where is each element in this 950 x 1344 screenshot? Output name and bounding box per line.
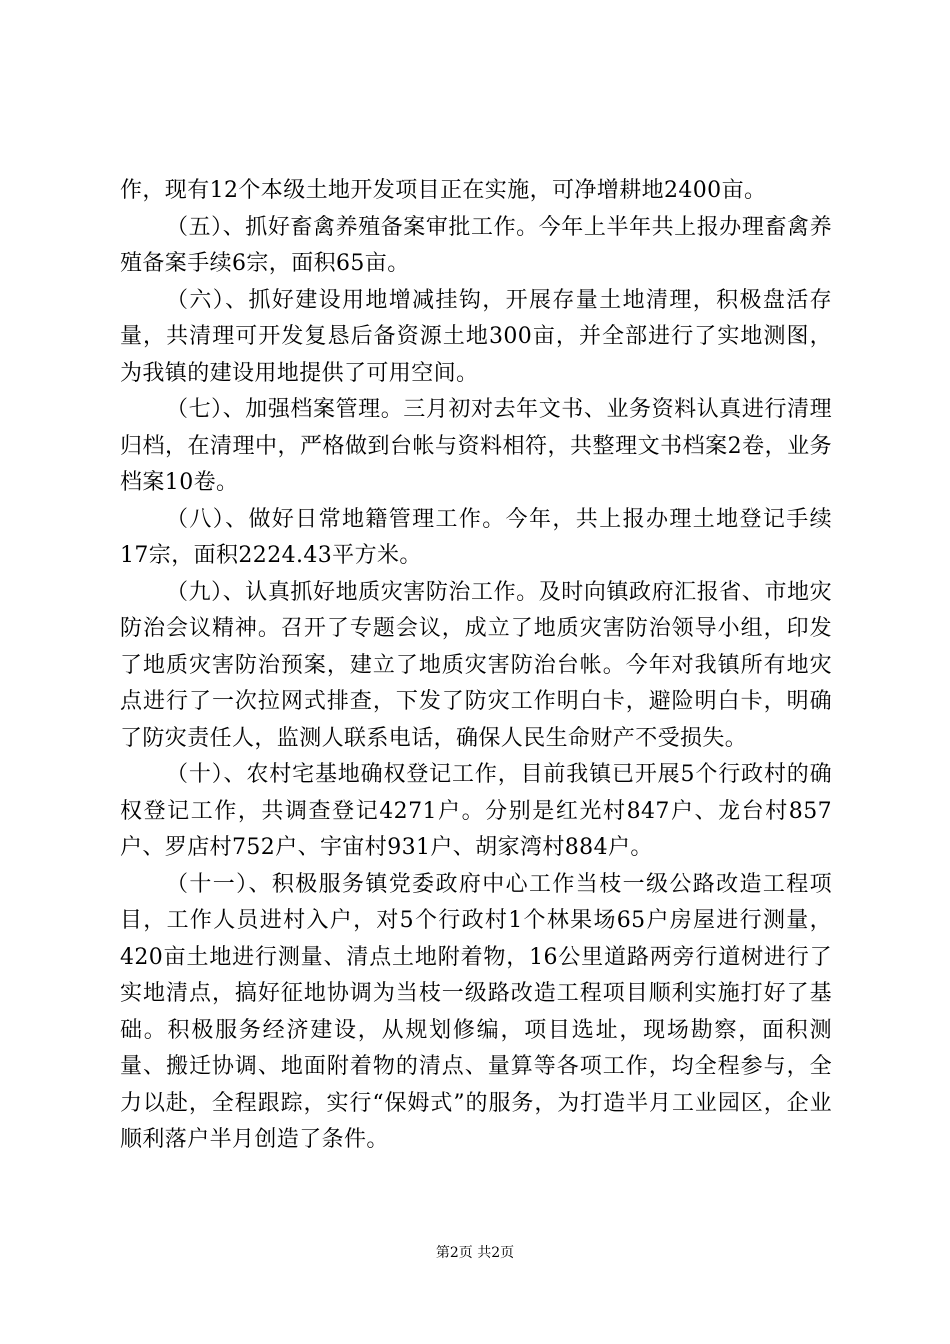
paragraph-section-9: （九）、认真抓好地质灾害防治工作。及时向镇政府汇报省、市地灾防治会议精神。召开了专题会议，成立了地质灾害防治领导小组，印发了地质灾害防治预案，建立了地质灾害防治台帐。今年对我镇所有地灾点进行了一次拉网式排查，下发了防灾工作明白卡，避险明白卡，明确了防灾责任人，监测人联系电话，确保人民生命财产不受损失。 (120, 579, 832, 751)
paragraph-section-5: （五）、抓好畜禽养殖备案审批工作。今年上半年共上报办理畜禽养殖备案手续6宗，面积65亩。 (120, 214, 832, 276)
document-body (120, 173, 832, 1159)
paragraph-section-10: （十）、农村宅基地确权登记工作，目前我镇已开展5个行政村的确权登记工作，共调查登记4271户。分别是红光村847户、龙台村857户、罗店村752户、宇宙村931户、胡家湾村884户。 (120, 762, 832, 860)
paragraph-continuation: 作，现有12个本级土地开发项目正在实施，可净增耕地2400亩。 (120, 178, 767, 203)
paragraph-section-11: （十一）、积极服务镇党委政府中心工作当枝一级公路改造工程项目，工作人员进村入户，对5个行政村1个林果场65户房屋进行测量，420亩土地进行测量、清点土地附着物，16公里道路两旁行道树进行了实地清点，搞好征地协调为当枝一级路改造工程项目顺利实施打好了基础。积极服务经济建设，从规划修编，项目选址，现场勘察，面积测量、搬迁协调、地面附着物的清点、量算等各项工作，均全程参与，全力以赴，全程跟踪，实行“保姆式”的服务，为打造半月工业园区，企业顺利落户半月创造了条件。 (120, 871, 832, 1152)
paragraph-section-7: （七）、加强档案管理。三月初对去年文书、业务资料认真进行清理归档，在清理中，严格做到台帐与资料相符，共整理文书档案2卷，业务档案10卷。 (120, 397, 832, 495)
paragraph-section-8: （八）、做好日常地籍管理工作。今年，共上报办理土地登记手续17宗，面积2224.43平方米。 (120, 506, 832, 568)
page-footer: 第2页 共2页 (435, 1245, 515, 1261)
paragraph-section-6: （六）、抓好建设用地增减挂钩，开展存量土地清理，积极盘活存量，共清理可开发复恳后备资源土地300亩，并全部进行了实地测图，为我镇的建设用地提供了可用空间。 (120, 287, 832, 386)
